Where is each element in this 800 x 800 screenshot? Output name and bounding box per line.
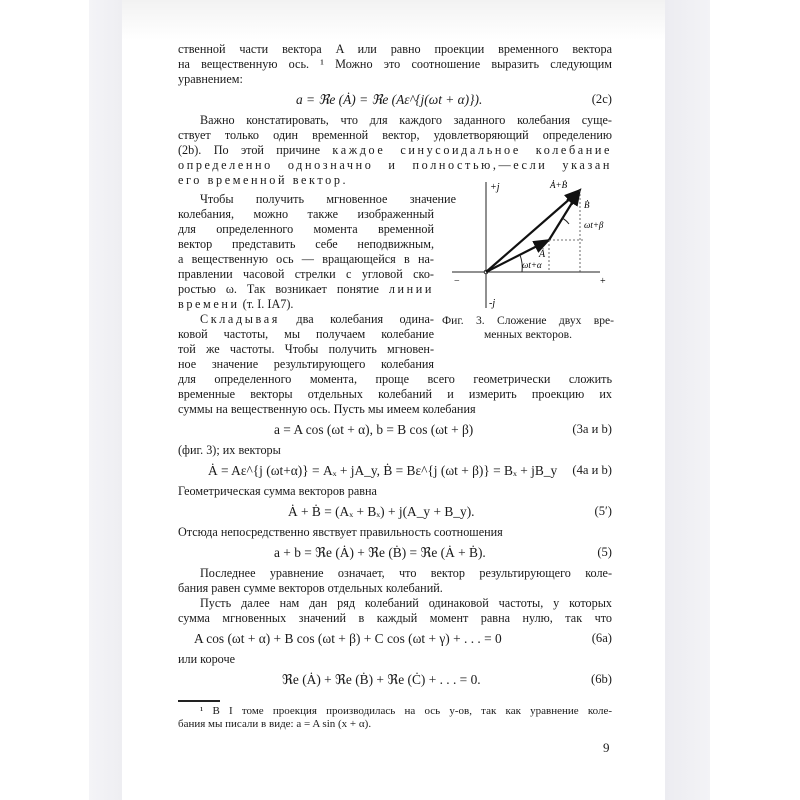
text-line: ковой частоты, мы получаем колебание — [178, 327, 434, 341]
equation-5-prime — [178, 502, 612, 521]
caption-line: Фиг. 3. Сложение двух вре- — [442, 314, 614, 327]
label-B: Ḃ — [584, 200, 590, 210]
equation-formula: A cos (ωt + α) + B cos (ωt + β) + C cos (ωt + γ) + . . . = 0 — [194, 631, 502, 646]
text-line: колебания, можно также изображенный — [178, 207, 434, 221]
text-line — [178, 312, 434, 327]
text-line: той же частоты. Чтобы получить мгновен- — [178, 342, 434, 356]
label-angle-alpha: ωt+α — [522, 260, 542, 270]
equation-3 — [178, 420, 612, 439]
viewer-margin-right — [665, 0, 710, 800]
text-line: для определенного момента, проще всего геометрически сложить — [178, 372, 612, 386]
angle-beta-arc — [562, 218, 569, 224]
text-line: Пусть далее нам дан ряд колебаний одинаковой частоты, у которых — [200, 596, 612, 610]
equation-5 — [178, 543, 612, 562]
page-body — [178, 42, 612, 693]
equation-6a — [178, 629, 612, 648]
text-line — [178, 297, 434, 312]
page-number: 9 — [603, 740, 610, 755]
label-minus-j: -j — [489, 298, 496, 309]
label-minus: − — [454, 276, 460, 287]
paragraph-last-eq — [178, 566, 612, 596]
text-run: два колебания одина- — [296, 312, 434, 326]
vector-diagram — [450, 178, 615, 314]
spaced-emphasis: линии — [388, 282, 434, 296]
viewer-margin-left — [89, 0, 122, 800]
figure-3-vector-diagram — [450, 178, 615, 314]
label-A-plus-B: Ȧ+Ḃ — [550, 180, 568, 190]
footnote-line: бания мы писали в виде: a = A sin (x + α). — [178, 718, 372, 730]
text-line: ное значение результирующего колебания — [178, 357, 434, 371]
footnote — [178, 705, 612, 731]
label-angle-beta: ωt+β — [584, 220, 604, 230]
text-line: Последнее уравнение означает, что вектор результирующего коле- — [200, 566, 612, 580]
text-line: Чтобы получить мгновенное значение — [200, 192, 456, 206]
text-line: ствует только один временной вектор, удовлетворяющий определению — [178, 128, 612, 142]
paragraph-top — [178, 42, 612, 87]
text-line: суммы на вещественную ось. Пусть мы имеем колебания — [178, 402, 476, 416]
paragraph-hence: Отсюда непосредственно явствует правильность соотношения — [178, 525, 503, 539]
text-line: а вещественную ось — вращающейся в на- — [178, 252, 434, 266]
caption-line: менных векторов. — [483, 328, 573, 341]
label-plus: + — [600, 276, 606, 287]
label-A: Ȧ — [539, 249, 546, 260]
text-run: (т. I. IA7). — [242, 297, 294, 311]
equation-number: (6b) — [591, 672, 612, 686]
equation-2c — [178, 90, 612, 109]
text-line: для определенного момента временной — [178, 222, 434, 236]
text-line — [178, 143, 612, 158]
footnote-rule — [178, 700, 220, 702]
text-run: ростью ω. Так возникает понятие — [178, 282, 379, 296]
text-line: вектор представить себе неподвижным, — [178, 237, 434, 251]
equation-4 — [178, 461, 612, 480]
text-run: (2b). По этой причине — [178, 143, 321, 157]
equation-6b — [178, 670, 612, 689]
spaced-emphasis: Складывая — [200, 312, 280, 326]
paragraph-important — [178, 113, 612, 188]
spaced-emphasis: определенно однозначно и полностью,—если указан — [178, 158, 612, 172]
equation-number: (6a) — [591, 631, 612, 645]
page-top-shade — [122, 0, 665, 40]
equation-number: (2c) — [591, 92, 612, 106]
text-line: сумма мгновенных значений в каждый момент равна нулю, так что — [178, 611, 612, 625]
footnote-line: ¹ В I томе проекция производилась на ось y-ов, так как уравнение коле- — [200, 705, 612, 717]
spaced-emphasis: каждое синусоидальное колебание — [332, 143, 612, 157]
spaced-emphasis: его временной вектор. — [178, 173, 349, 187]
text-line — [178, 282, 434, 297]
text-line: на вещественную ось. ¹ Можно это соотношение выразить следующим — [178, 57, 612, 71]
equation-formula: a = A cos (ωt + α), b = B cos (ωt + β) — [274, 422, 474, 437]
paragraph-series — [178, 596, 612, 626]
equation-formula: a + b = ℜe (Ȧ) + ℜe (Ḃ) = ℜe (Ȧ + Ḃ). — [274, 545, 486, 560]
equation-number: (4a и b) — [572, 463, 612, 477]
equation-number: (5) — [597, 545, 612, 559]
paragraph-geom-sum: Геометрическая сумма векторов равна — [178, 484, 377, 498]
equation-number: (3a и b) — [572, 422, 612, 436]
vector-B — [549, 190, 580, 240]
equation-number: (5′) — [594, 504, 612, 518]
figure-caption — [442, 314, 614, 342]
equation-formula: ℜe (Ȧ) + ℜe (Ḃ) + ℜe (Ċ) + . . . = 0. — [282, 672, 481, 687]
spaced-emphasis: времени — [178, 297, 240, 311]
label-plus-j: +j — [490, 182, 500, 193]
text-line: Важно констатировать, что для каждого заданного колебания суще- — [200, 113, 612, 127]
text-line: бания равен сумме векторов отдельных колебаний. — [178, 581, 443, 595]
text-line: правлении часовой стрелки с угловой ско- — [178, 267, 434, 281]
equation-formula: Ȧ = Aε^{j (ωt+α)} = Aₓ + jA_y, Ḃ = Bε^{j (ωt + β)} = Bₓ + jB_y — [208, 463, 558, 478]
text-line: временные векторы отдельных колебаний и измерить проекцию их — [178, 387, 612, 401]
text-line: уравнением: — [178, 72, 243, 86]
equation-formula: a = ℜe (Ȧ) = ℜe (Aε^{j(ωt + α)}). — [296, 92, 483, 107]
paragraph-shorter: или короче — [178, 652, 235, 666]
equation-formula: Ȧ + Ḃ = (Aₓ + Bₓ) + j(A_y + B_y). — [288, 504, 475, 519]
paragraph-fig3: (фиг. 3); их векторы — [178, 443, 281, 457]
text-line: ственной части вектора A или равно проекции временного вектора — [178, 42, 612, 56]
